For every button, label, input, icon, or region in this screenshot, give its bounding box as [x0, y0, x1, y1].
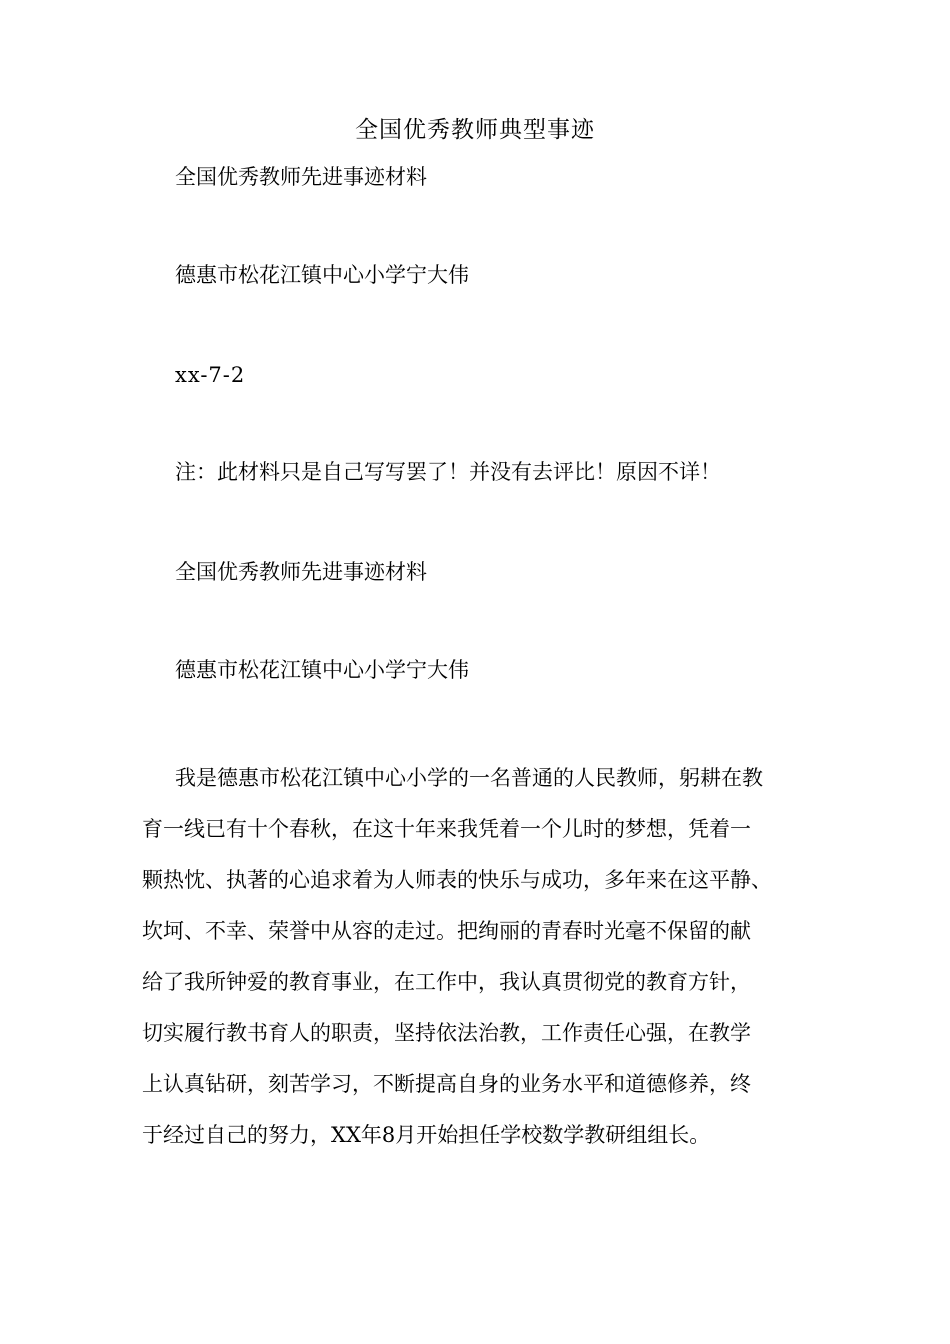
paragraph-row: 切实履行教书育人的职责，坚持依法治教，工作责任心强，在教学 — [142, 1021, 751, 1045]
subtitle-line: 全国优秀教师先进事迹材料 — [175, 165, 427, 189]
paragraph-row: 颗热忱、执著的心追求着为人师表的快乐与成功，多年来在这平静、 — [142, 868, 772, 892]
paragraph-row: 坎坷、不幸、荣誉中从容的走过。把绚丽的青春时光毫不保留的献 — [142, 919, 751, 943]
paragraph-row: 于经过自己的努力，XX年8月开始担任学校数学教研组组长。 — [142, 1123, 711, 1147]
author-line: 德惠市松花江镇中心小学宁大伟 — [175, 263, 469, 287]
document-title: 全国优秀教师典型事迹 — [355, 117, 595, 143]
author-line-repeat: 德惠市松花江镇中心小学宁大伟 — [175, 658, 469, 682]
paragraph-row: 上认真钻研，刻苦学习，不断提高自身的业务水平和道德修养，终 — [142, 1072, 751, 1096]
paragraph-row: 我是德惠市松花江镇中心小学的一名普通的人民教师，躬耕在教 — [175, 766, 763, 790]
paragraph-row: 育一线已有十个春秋，在这十年来我凭着一个儿时的梦想，凭着一 — [142, 817, 751, 841]
note-line: 注：此材料只是自己写写罢了！并没有去评比！原因不详！ — [175, 460, 721, 484]
body-paragraph — [142, 753, 808, 1161]
date-line: xx-7-2 — [175, 363, 246, 387]
subtitle-line-repeat: 全国优秀教师先进事迹材料 — [175, 560, 427, 584]
paragraph-row: 给了我所钟爱的教育事业，在工作中，我认真贯彻党的教育方针， — [142, 970, 751, 994]
